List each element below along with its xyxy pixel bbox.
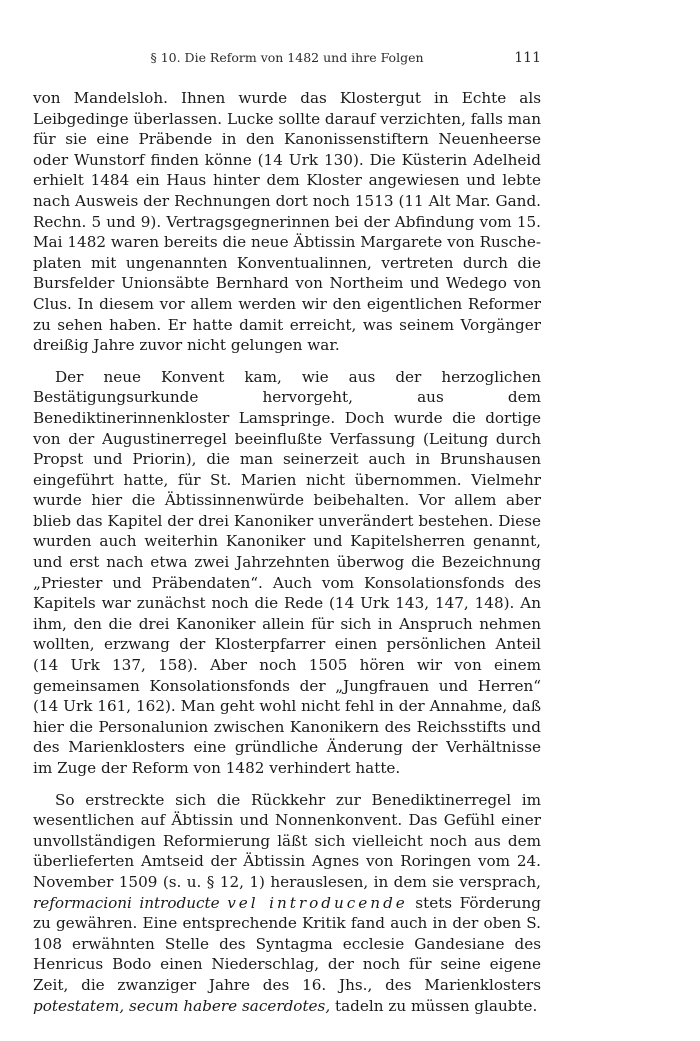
- paragraph: [33, 88, 541, 356]
- italic-latin-phrase: potestatem, secum habere sacerdotes,: [33, 996, 331, 1015]
- text-segment: stets Förderung zu gewähren. Eine entsprechende Kritik fand auch in der oben S. 108 erwähnten Stelle des Syntagma ecclesie Gandesiane des Henricus Bodo einen Niederschlag, der noch für seine eigene Zeit, die zwanziger Jahre des 16. Jhs., des Marienklosters: [33, 893, 541, 994]
- body-text: [33, 88, 541, 1016]
- paragraph: [33, 790, 541, 1017]
- italic-latin-phrase: reformacioni introducte: [33, 893, 220, 912]
- page-number: 111: [514, 50, 541, 66]
- text-segment: von Mandelsloh. Ihnen wurde das Klostergut in Echte als Leibgedinge überlassen. Lucke sollte darauf verzichten, falls man für sie eine Präbende in den Kanonissenstiftern Neuenheerse oder Wunstorf finden könne (14 Urk 130). Die Küsterin Adelheid erhielt 1484 ein Haus hinter dem Kloster angewiesen und lebte nach Ausweis der Rechnungen dort noch 1513 (11 Alt Mar. Gand. Rechn. 5 und 9). Vertragsgegnerinnen bei der Abfindung vom 15. Mai 1482 waren bereits die neue Äbtissin Margarete von Ruscheplaten mit ungenannten Konventualinnen, vertreten durch die Bursfelder Unionsäbte Bernhard von Northeim und Wedego von Clus. In diesem vor allem werden wir den eigentlichen Reformer zu sehen haben. Er hatte damit erreicht, was seinem Vorgänger dreißig Jahre zuvor nicht gelungen war.: [33, 89, 541, 355]
- text-segment: Der neue Konvent kam, wie aus der herzoglichen Bestätigungsurkunde hervorgeht, aus dem Benediktinerinnenkloster Lamspringe. Doch wurde die dortige von der Augustinerregel beeinflußte Verfassung (Leitung durch Propst und Priorin), die man seinerzeit auch in Brunshausen eingeführt hatte, für St. Marien nicht übernommen. Vielmehr wurde hier die Äbtissinnenwürde beibehalten. Vor allem aber blieb das Kapitel der drei Kanoniker unverändert bestehen. Diese wurden auch weiterhin Kanoniker und Kapitelsherren genannt, und erst nach etwa zwei Jahrzehnten überwog die Bezeichnung „Priester und Präbendaten“. Auch vom Konsolationsfonds des Kapitels war zunächst noch die Rede (14 Urk 143, 147, 148). An ihm, den die drei Kanoniker allein für sich in Anspruch nehmen wollten, erzwang der Klosterpfarrer einen persönlichen Anteil (14 Urk 137, 158). Aber noch 1505 hören wir von einem gemeinsamen Konsolationsfonds der „Jungfrauen und Herren“ (14 Urk 161, 162). Man geht wohl nicht fehl in der Annahme, daß hier die Personalunion zwischen Kanonikern des Reichsstifts und des Marienklosters eine gründliche Änderung der Verhältnisse im Zuge der Reform von 1482 verhindert hatte.: [33, 367, 541, 777]
- running-head-title: § 10. Die Reform von 1482 und ihre Folgen: [150, 50, 424, 65]
- spaced-latin-phrase: vel introducende: [227, 893, 408, 912]
- text-segment: So erstreckte sich die Rückkehr zur Benediktinerregel im wesentlichen auf Äbtissin und Nonnenkonvent. Das Gefühl einer unvollständigen Reformierung läßt sich vielleicht noch aus dem überlieferten Amtseid der Äbtissin Agnes von Roringen vom 24. November 1509 (s. u. § 12, 1) herauslesen, in dem sie versprach,: [33, 790, 541, 891]
- text-segment: tadeln zu müssen glaubte.: [330, 996, 538, 1015]
- paragraph: [33, 367, 541, 779]
